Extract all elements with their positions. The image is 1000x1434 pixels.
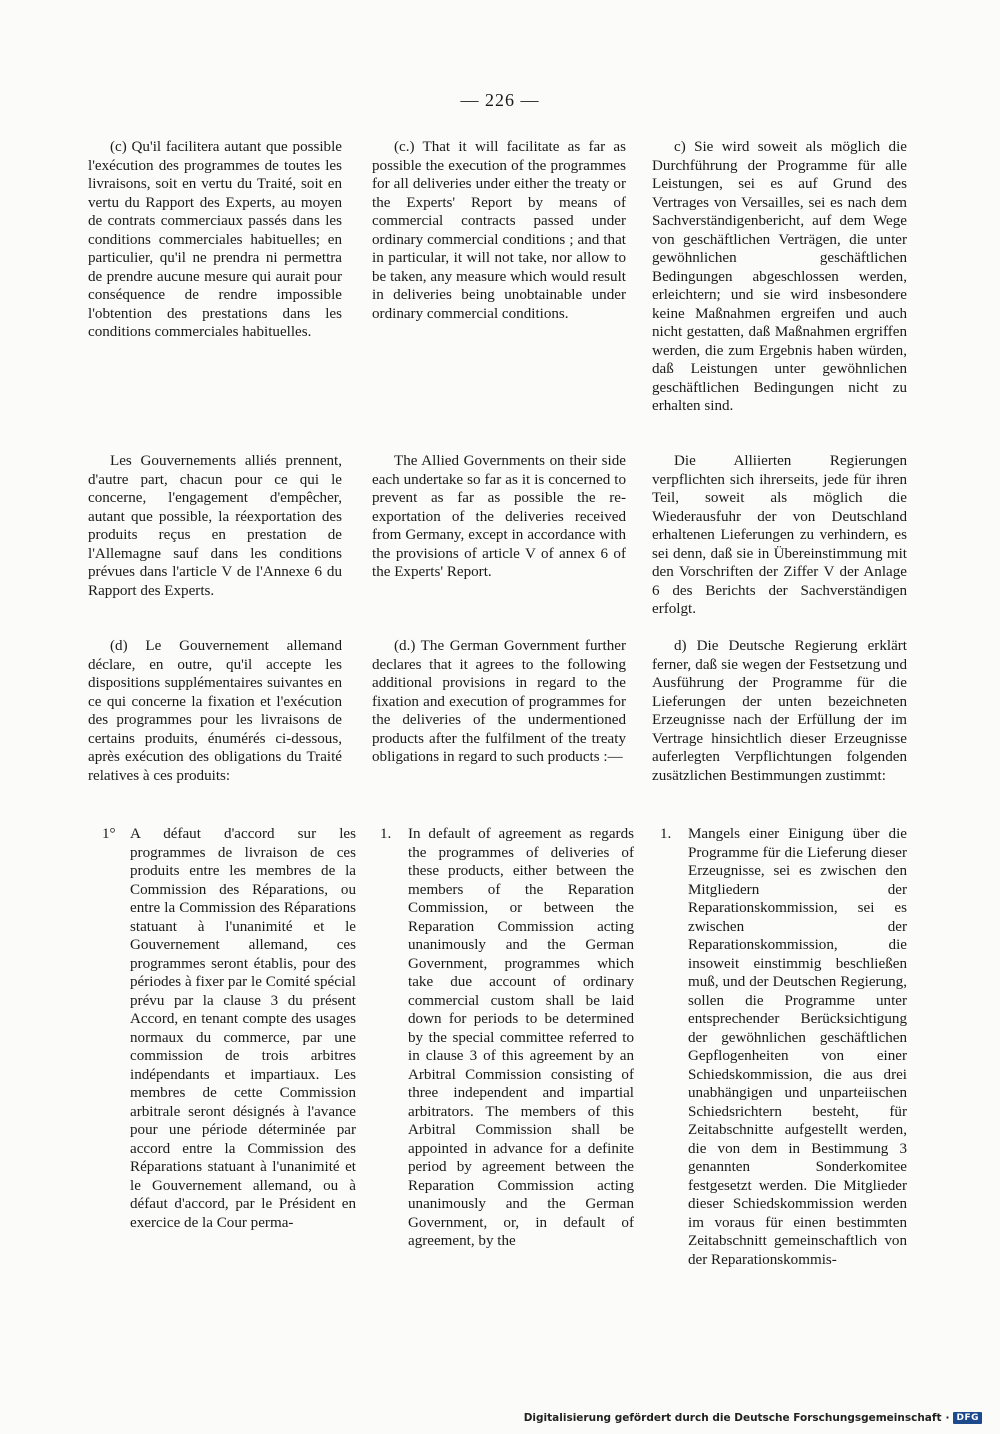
paragraph-c-de: c) Sie wird soweit als möglich die Durchführung der Programme für alle Leistungen, sei es auf Grund des Vertrages von Versailles, sei es nach dem Sachverständigenbericht, auf dem Wege von geschäftlichen Verträgen, die unter gewöhnlichen geschäftlichen Bedingungen abgeschlossen werden, erleichtern; und sie wird insbesondere keine Maßnahmen ergreifen und auch nicht gestatten, daß Maßnahmen ergriffen werden, die zum Ergebnis haben würden, daß Leistungen unter gewöhnlichen geschäftlichen Bedingungen nicht zu erhalten sind. xyxy=(652,139,907,414)
item-text-fr: A défaut d'accord sur les programmes de livraison de ces produits entre les membres de la Commission des Réparations, ou entre la Commission des Réparations statuant à l'unanimité et le Gouvernement allemand, ces programmes seront établis, pour des périodes à fixer par le Comité spécial prévu par la clause 3 du présent Accord, en tenant compte des usages normaux du commerce, par une commission de trois arbitres indépendants et impartiaux. Les membres de cette Commission arbitrale seront désignés à l'avance pour une période déterminée par accord entre la Commission des Réparations statuant à l'unanimité et le Gouvernement allemand, ou à défaut d'accord, par le Président en exercice de la Cour perma- xyxy=(130,826,356,1231)
list-item-1-de xyxy=(660,825,907,1269)
list-item-1-en xyxy=(380,825,634,1251)
dfg-logo-icon: DFG xyxy=(953,1412,982,1424)
item-number-en: 1. xyxy=(380,826,392,842)
list-item-1-fr xyxy=(102,825,356,1232)
footer-text: Digitalisierung gefördert durch die Deutsche Forschungsgemeinschaft xyxy=(523,1412,942,1424)
digitization-footer xyxy=(524,1412,982,1424)
footer-separator: · xyxy=(945,1412,950,1424)
item-number-fr: 1° xyxy=(102,826,116,842)
paragraph-d-fr: (d) Le Gouvernement allemand déclare, en outre, qu'il accepte les dispositions supplémentaires suivantes en ce qui concerne la fixation et l'exécution des programmes pour les livraisons de certains produits, énumérés ci-dessous, après exécution des obligations du Traité relatives à ces produits: xyxy=(88,638,342,784)
page-number: — 226 — xyxy=(460,90,540,110)
paragraph-allies-de: Die Alliierten Regierungen verpflichten sich ihrerseits, jede für ihren Teil, soweit als möglich die Wiederausfuhr der von Deutschland erhaltenen Lieferungen zu verhindern, es sei denn, daß sie in Übereinstimmung mit den Vorschriften der Ziffer V der Anlage 6 des Berichts der Sachverständigen erfolgt. xyxy=(652,453,907,617)
item-number-de: 1. xyxy=(660,826,672,842)
paragraph-c-fr: (c) Qu'il facilitera autant que possible l'exécution des programmes de toutes les livraisons, soit en vertu du Traité, soit en vertu du Rapport des Experts, au moyen de contrats commerciaux passés dans les conditions commerciales habituelles; en particulier, qu'il ne prendra ni permettra de prendre aucune mesure qui aurait pour conséquence de rendre impossible l'obtention des prestations dans les conditions commerciales habituelles. xyxy=(88,139,342,340)
item-text-de: Mangels einer Einigung über die Programme für die Lieferung dieser Erzeugnisse, sei es zwischen den Mitgliedern der Reparationskommission, sei es zwischen der Reparationskommission, die insoweit einstimmig beschließen muß, und der Deutschen Regierung, sollen die Programme unter entsprechender Berücksichtigung der gewöhnlichen geschäftlichen Gepflogenheiten von einer Schiedskommission, die aus drei unabhängigen und unparteiischen Schiedsrichtern besteht, für Zeitabschnitte aufgestellt werden, die von dem in Bestimmung 3 genannten Sonderkomitee festgesetzt werden. Die Mitglieder dieser Schiedskommission werden im voraus für einen bestimmten Zeitabschnitt gemeinschaftlich von der Reparationskommis- xyxy=(688,826,907,1268)
paragraph-d-de: d) Die Deutsche Regierung erklärt ferner, daß sie wegen der Festsetzung und Ausführung der Programme für die Lieferungen der unten bezeichneten Erzeugnisse nach der Erfüllung der im Vertrage hinsichtlich dieser Erzeugnisse auferlegten Verpflichtungen folgenden zusätzlichen Bestimmungen zustimmt: xyxy=(652,638,907,784)
item-text-en: In default of agreement as regards the programmes of deliveries of these products, either between the members of the Reparation Commission, or between the Reparation Commission acting unanimously and the German Government, programmes which take due account of ordinary commercial custom shall be laid down for periods to be determined by the special committee referred to in clause 3 of this agreement by an Arbitral Commission consisting of three independent and impartial arbitrators. The members of this Arbitral Commission shall be appointed in advance for a definite period by agreement between the Reparation Commission acting unanimously and the German Government, or, in default of agreement, by the xyxy=(408,826,634,1249)
paragraph-d-en: (d.) The German Government further declares that it agrees to the following additional provisions in regard to the fixation and execution of programmes for the deliveries of the undermentioned products after the fulfilment of the treaty obligations in regard to such products :— xyxy=(372,638,626,765)
paragraph-allies-fr: Les Gouvernements alliés prennent, d'autre part, chacun pour ce qui le concerne, l'engagement d'empêcher, autant que possible, la réexportation des produits reçus en prestation de l'Allemagne sauf dans les conditions prévues dans l'article V de l'Annexe 6 du Rapport des Experts. xyxy=(88,453,342,599)
paragraph-c-en: (c.) That it will facilitate as far as possible the execution of the programmes for all deliveries under either the treaty or the Experts' Report by means of commercial contracts passed under ordinary commercial conditions ; and that in particular, it will not take, nor allow to be taken, any measure which would result in deliveries being unobtainable under ordinary commercial conditions. xyxy=(372,139,626,322)
paragraph-allies-en: The Allied Governments on their side each undertake so far as it is concerned to prevent as far as possible the re-exportation of the deliveries received from Germany, except in accordance with the provisions of article V of annex 6 of the Experts' Report. xyxy=(372,453,626,580)
